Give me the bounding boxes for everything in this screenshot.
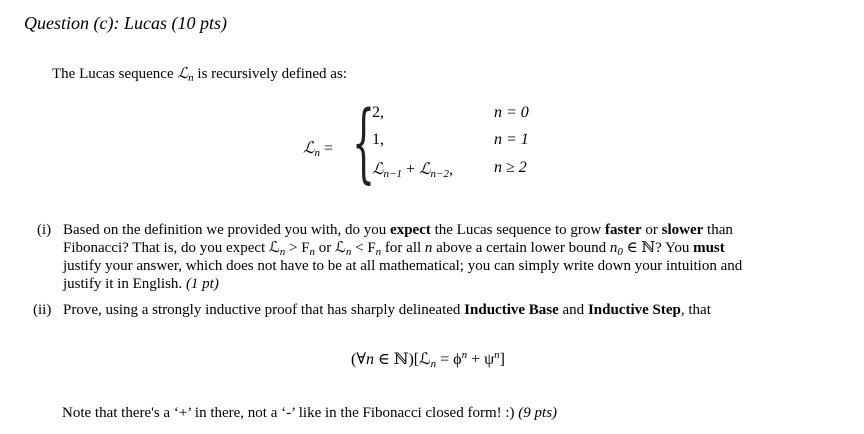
- emphasis-must: must: [693, 240, 725, 256]
- note-points: (9 pts): [518, 405, 558, 421]
- subscript: n: [309, 246, 316, 258]
- text-run: > F: [285, 240, 310, 256]
- closed-form-formula: [351, 349, 505, 370]
- case-1-condition: n = 0: [494, 104, 529, 121]
- definition-equals: =: [324, 140, 334, 157]
- text-run: for all: [381, 240, 425, 256]
- question-title: Question (c): Lucas (10 pts): [24, 13, 227, 33]
- subscript: 0: [617, 246, 623, 258]
- intro-sentence: [52, 64, 347, 84]
- text-run: , that: [680, 302, 711, 318]
- formula-superscript: n: [461, 349, 468, 361]
- text-run: < F: [351, 240, 376, 256]
- emphasis-inductive-base: Inductive Base: [464, 302, 559, 318]
- part-ii-marker: (ii): [33, 302, 52, 318]
- text-run: Fibonacci? That is, do you expect ℒ: [63, 240, 280, 256]
- formula-run: ∈ ℕ)[ℒ: [373, 351, 431, 368]
- emphasis-inductive-step: Inductive Step: [587, 302, 681, 318]
- part-i-marker: (i): [37, 222, 52, 238]
- case-3-value: [372, 159, 453, 180]
- text-run: or ℒ: [315, 240, 346, 256]
- lucas-symbol: ℒ: [177, 64, 189, 82]
- formula-superscript: n: [494, 349, 500, 361]
- lucas-subscript: n: [188, 72, 194, 84]
- variable-n: n: [609, 240, 618, 256]
- subscript: n: [279, 246, 286, 258]
- subscript: n: [345, 246, 352, 258]
- subscript: n: [375, 246, 382, 258]
- case-3-comma: ,: [448, 161, 453, 178]
- text-run: or: [641, 222, 662, 238]
- text-run: Based on the definition we provided you with, do you: [63, 222, 391, 238]
- formula-variable-n: n: [365, 351, 374, 368]
- definition-lucas-symbol: ℒ: [303, 138, 315, 157]
- variable-n: n: [424, 240, 433, 256]
- closing-note: [62, 405, 557, 422]
- case-3-term-b: ℒ: [419, 159, 431, 178]
- text-run: Prove, using a strongly inductive proof that has sharply delineated: [63, 302, 465, 318]
- text-run: and: [558, 302, 588, 318]
- case-3-term-a: ℒ: [372, 159, 384, 178]
- part-i-line-4: [63, 275, 219, 293]
- points-label: (1 pt): [185, 276, 219, 292]
- note-text: Note that there's a ‘+’ in there, not a ‘-’ like in the Fibonacci closed form! :): [62, 405, 519, 421]
- case-3-term-b-sub: n−2: [430, 168, 449, 180]
- text-run: justify your answer, which does not have to be at all mathematical; you can simply write down your intuition and: [63, 258, 743, 274]
- formula-run: + ψ: [467, 351, 495, 368]
- formula-run: ]: [499, 351, 505, 368]
- intro-before: The Lucas sequence: [52, 66, 178, 82]
- case-3-plus: +: [401, 161, 419, 178]
- left-brace-icon: {: [352, 93, 375, 193]
- emphasis-expect: expect: [390, 222, 431, 238]
- formula-run: (∀: [351, 351, 366, 368]
- text-run: than: [703, 222, 733, 238]
- emphasis-slower: slower: [661, 222, 704, 238]
- case-3-term-a-sub: n−1: [383, 168, 402, 180]
- case-2-value: 1,: [372, 131, 384, 148]
- formula-run: = ϕ: [436, 351, 462, 368]
- text-run: above a certain lower bound: [432, 240, 610, 256]
- definition-lhs: [303, 138, 333, 159]
- text-run: ∈ ℕ? You: [622, 240, 694, 256]
- case-3-condition: n ≥ 2: [494, 159, 527, 176]
- formula-subscript: n: [430, 358, 437, 370]
- case-1-value: 2,: [372, 104, 384, 121]
- case-2-condition: n = 1: [494, 131, 529, 148]
- part-i-line-1: [63, 221, 733, 239]
- part-i-line-3: [63, 257, 742, 275]
- intro-after: is recursively defined as:: [193, 66, 347, 82]
- emphasis-faster: faster: [604, 222, 642, 238]
- part-ii-text: [63, 301, 711, 319]
- definition-lucas-subscript: n: [314, 147, 321, 159]
- text-run: the Lucas sequence to grow: [430, 222, 605, 238]
- text-run: justify it in English.: [63, 276, 186, 292]
